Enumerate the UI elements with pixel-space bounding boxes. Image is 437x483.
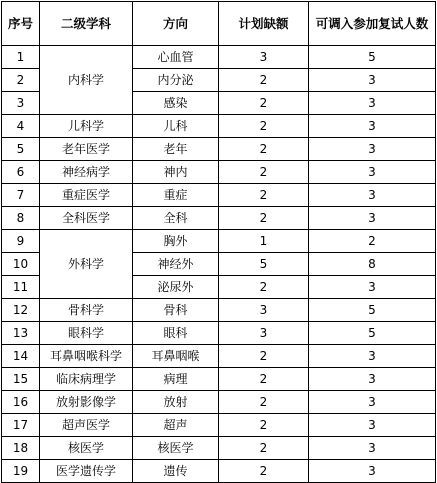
cell-direction: 泌尿外 (133, 276, 219, 299)
cell-transfer-count: 3 (309, 391, 436, 414)
table-body (2, 46, 436, 483)
cell-direction: 老年 (133, 138, 219, 161)
cell-no: 9 (2, 230, 40, 253)
cell-no: 17 (2, 414, 40, 437)
cell-transfer-count: 3 (309, 92, 436, 115)
cell-no: 6 (2, 161, 40, 184)
cell-discipline: 耳鼻咽喉科学 (40, 345, 133, 368)
cell-direction: 耳鼻咽喉 (133, 345, 219, 368)
table-row (2, 161, 436, 184)
header-discipline: 二级学科 (40, 2, 133, 46)
cell-no: 1 (2, 46, 40, 69)
cell-planned-vacancies: 2 (219, 161, 309, 184)
cell-direction: 骨科 (133, 299, 219, 322)
cell-transfer-count: 2 (309, 230, 436, 253)
cell-discipline: 神经病学 (40, 161, 133, 184)
cell-discipline: 老年医学 (40, 138, 133, 161)
cell-discipline: 儿科学 (40, 115, 133, 138)
cell-direction: 全科 (133, 207, 219, 230)
cell-no: 19 (2, 460, 40, 483)
cell-planned-vacancies: 2 (219, 138, 309, 161)
cell-transfer-count: 3 (309, 161, 436, 184)
cell-planned-vacancies: 2 (219, 368, 309, 391)
cell-no: 11 (2, 276, 40, 299)
cell-transfer-count: 3 (309, 207, 436, 230)
header-planned-vacancies: 计划缺额 (219, 2, 309, 46)
table-row (2, 437, 436, 460)
cell-planned-vacancies: 2 (219, 69, 309, 92)
table-row (2, 207, 436, 230)
cell-no: 14 (2, 345, 40, 368)
cell-discipline: 临床病理学 (40, 368, 133, 391)
cell-no: 12 (2, 299, 40, 322)
cell-transfer-count: 5 (309, 299, 436, 322)
table-row (2, 230, 436, 253)
cell-direction: 神内 (133, 161, 219, 184)
cell-direction: 重症 (133, 184, 219, 207)
cell-planned-vacancies: 3 (219, 299, 309, 322)
header-no: 序号 (2, 2, 40, 46)
cell-no: 7 (2, 184, 40, 207)
cell-transfer-count: 3 (309, 276, 436, 299)
cell-planned-vacancies: 2 (219, 437, 309, 460)
cell-no: 4 (2, 115, 40, 138)
cell-direction: 神经外 (133, 253, 219, 276)
cell-planned-vacancies: 2 (219, 276, 309, 299)
cell-discipline: 核医学 (40, 437, 133, 460)
cell-no: 8 (2, 207, 40, 230)
table-row (2, 414, 436, 437)
cell-transfer-count: 3 (309, 414, 436, 437)
table-row (2, 115, 436, 138)
cell-direction: 遗传 (133, 460, 219, 483)
cell-planned-vacancies: 3 (219, 46, 309, 69)
cell-planned-vacancies: 2 (219, 460, 309, 483)
cell-no: 5 (2, 138, 40, 161)
cell-direction: 感染 (133, 92, 219, 115)
cell-planned-vacancies: 2 (219, 115, 309, 138)
cell-discipline: 放射影像学 (40, 391, 133, 414)
cell-no: 15 (2, 368, 40, 391)
table-row (2, 368, 436, 391)
cell-discipline: 外科学 (40, 230, 133, 299)
cell-no: 3 (2, 92, 40, 115)
cell-discipline: 重症医学 (40, 184, 133, 207)
cell-transfer-count: 5 (309, 322, 436, 345)
cell-planned-vacancies: 2 (219, 414, 309, 437)
cell-direction: 核医学 (133, 437, 219, 460)
cell-planned-vacancies: 2 (219, 207, 309, 230)
cell-no: 18 (2, 437, 40, 460)
quota-table (1, 1, 436, 483)
cell-direction: 胸外 (133, 230, 219, 253)
table-row (2, 345, 436, 368)
cell-planned-vacancies: 5 (219, 253, 309, 276)
cell-planned-vacancies: 2 (219, 345, 309, 368)
cell-planned-vacancies: 2 (219, 184, 309, 207)
table-row (2, 184, 436, 207)
cell-planned-vacancies: 3 (219, 322, 309, 345)
table-row (2, 322, 436, 345)
table-row (2, 138, 436, 161)
cell-direction: 眼科 (133, 322, 219, 345)
cell-transfer-count: 3 (309, 184, 436, 207)
cell-direction: 心血管 (133, 46, 219, 69)
cell-transfer-count: 3 (309, 345, 436, 368)
cell-transfer-count: 8 (309, 253, 436, 276)
cell-transfer-count: 5 (309, 46, 436, 69)
cell-discipline: 医学遗传学 (40, 460, 133, 483)
cell-planned-vacancies: 2 (219, 391, 309, 414)
cell-transfer-count: 3 (309, 115, 436, 138)
cell-discipline: 眼科学 (40, 322, 133, 345)
cell-direction: 放射 (133, 391, 219, 414)
cell-no: 2 (2, 69, 40, 92)
cell-direction: 超声 (133, 414, 219, 437)
cell-planned-vacancies: 2 (219, 92, 309, 115)
cell-direction: 儿科 (133, 115, 219, 138)
cell-transfer-count: 3 (309, 437, 436, 460)
cell-no: 13 (2, 322, 40, 345)
cell-direction: 病理 (133, 368, 219, 391)
table-row (2, 46, 436, 69)
cell-transfer-count: 3 (309, 368, 436, 391)
header-transfer-count: 可调入参加复试人数 (309, 2, 436, 46)
cell-transfer-count: 3 (309, 460, 436, 483)
table-row (2, 460, 436, 483)
header-row (2, 2, 436, 46)
header-direction: 方向 (133, 2, 219, 46)
cell-discipline: 内科学 (40, 46, 133, 115)
cell-no: 10 (2, 253, 40, 276)
cell-planned-vacancies: 1 (219, 230, 309, 253)
cell-direction: 内分泌 (133, 69, 219, 92)
table-row (2, 391, 436, 414)
cell-transfer-count: 3 (309, 69, 436, 92)
cell-discipline: 超声医学 (40, 414, 133, 437)
cell-transfer-count: 3 (309, 138, 436, 161)
cell-discipline: 全科医学 (40, 207, 133, 230)
quota-table-container (1, 1, 436, 483)
table-row (2, 299, 436, 322)
cell-discipline: 骨科学 (40, 299, 133, 322)
cell-no: 16 (2, 391, 40, 414)
